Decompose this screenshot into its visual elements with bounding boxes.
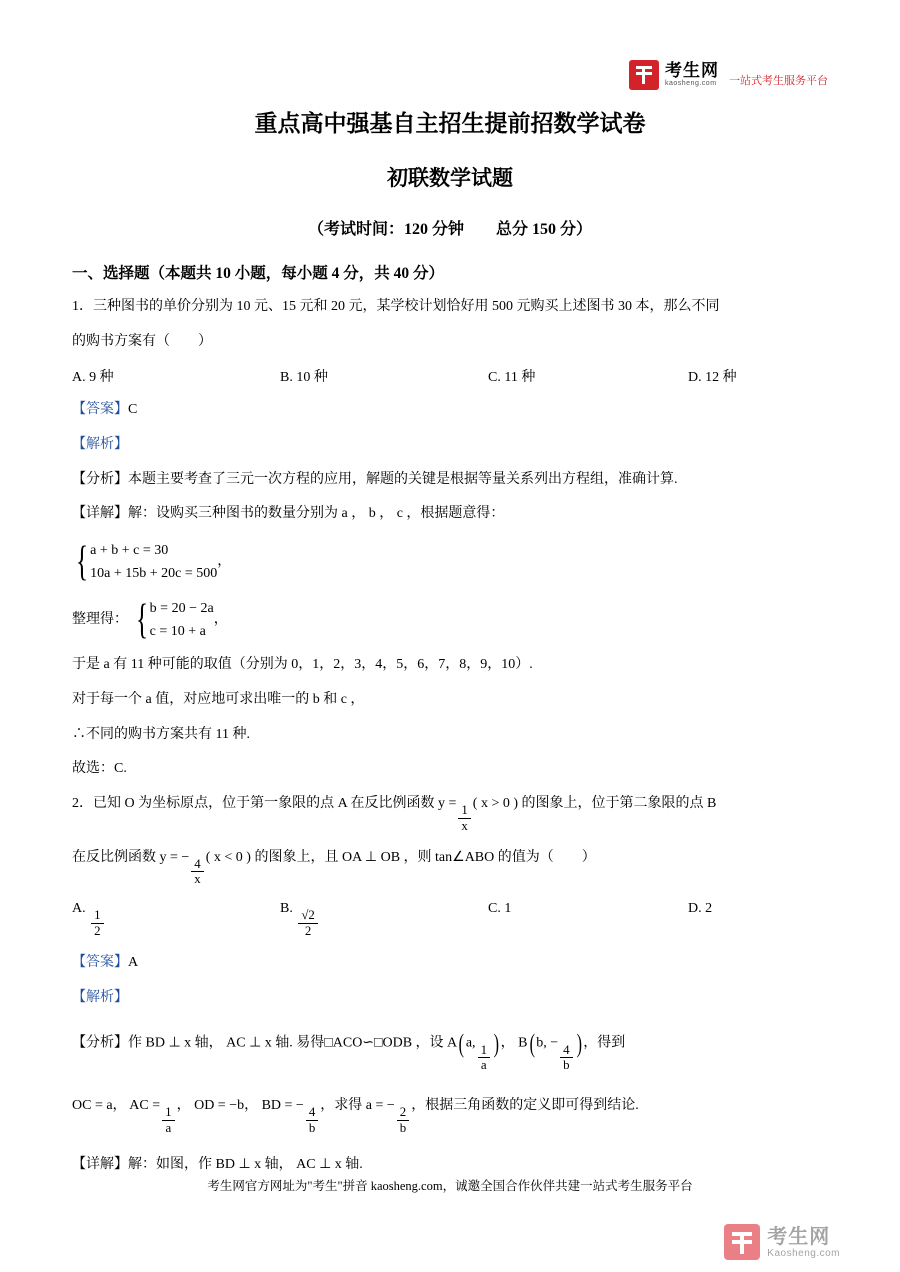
q1-eq1-tail: ， <box>217 554 232 570</box>
q1-answer <box>72 386 828 421</box>
q2-choice-b-fraction <box>298 908 318 939</box>
q2-analyze-text-c: ，得到 <box>583 1035 626 1051</box>
q1-equation-system-1 <box>72 525 828 586</box>
q2-line3-f1-num: 1 <box>162 1105 174 1121</box>
logo-name-en: kaosheng.com <box>665 80 717 88</box>
logo-text <box>665 62 719 87</box>
q2-point-b-den: b <box>563 1058 570 1073</box>
page-watermark <box>724 1224 840 1260</box>
q1-choice-a[interactable]: A. 9 种 <box>72 370 114 386</box>
q2-stem-line1 <box>72 780 828 834</box>
q1-line-values: 于是 a 有 11 种可能的取值（分别为 0，1，2，3，4，5，6，7，8，9，10）. <box>72 657 533 673</box>
q1-choice-b[interactable]: B. 10 种 <box>280 370 328 386</box>
q2-choice-d[interactable]: D. 2 <box>688 901 713 917</box>
q2-stem-line2-b: ( x < 0 ) 的图象上，且 OA ⊥ OB ，则 tan∠ABO 的值为（ ） <box>205 849 596 865</box>
q2-detail-label: 【详解】 <box>72 1156 128 1172</box>
q2-point-b-num: 4 <box>560 1043 572 1059</box>
q1-line-conclusion: ∴不同的购书方案共有 11 种. <box>72 726 250 742</box>
q1-stem-line1: 1．三种图书的单价分别为 10 元、15 元和 20 元，某学校计划恰好用 500 元购买上述图书 30 本，那么不同 <box>72 299 720 314</box>
q2-stem-line2 <box>72 834 828 888</box>
q1-detail <box>72 490 828 525</box>
watermark-text <box>767 1226 840 1259</box>
q2-choice-a[interactable] <box>72 901 280 939</box>
q1-stem-line2: 的购书方案有（ ） <box>72 333 212 349</box>
q2-line3-a: OC = a， AC = <box>72 1098 161 1114</box>
q2-choice-a-num: 1 <box>91 908 103 924</box>
watermark-name-cn: 考生网 <box>767 1225 831 1248</box>
q2-choice-c[interactable]: C. 1 <box>488 901 512 917</box>
q1-eq1-row1: a + b + c = 30 <box>90 542 169 558</box>
q2-line3-d: ，根据三角函数的定义即可得到结论. <box>411 1098 639 1114</box>
q1-analyze <box>72 456 828 491</box>
q2-point-b-x: b, − <box>536 1035 559 1051</box>
q2-choice-a-fraction <box>91 908 103 939</box>
q1-line-choose: 故选：C. <box>72 761 127 777</box>
right-paren-icon: ) <box>576 1029 582 1059</box>
q2-choice-b-label: B. <box>280 901 293 917</box>
q2-choices <box>72 887 828 939</box>
q2-detail <box>72 1136 828 1176</box>
q2-answer <box>72 939 828 974</box>
q2-fraction-2-num: 4 <box>191 857 203 873</box>
q2-analysis-label: 【解析】 <box>72 989 128 1005</box>
q2-choice-a-label: A. <box>72 901 86 917</box>
site-logo <box>629 60 828 90</box>
section-title: 一、选择题（本题共 10 小题，每小题 4 分，共 40 分） <box>72 265 445 282</box>
q1-choice-d[interactable]: D. 12 种 <box>688 370 737 386</box>
q2-line3-fraction-2 <box>306 1105 318 1136</box>
q1-answer-value: C <box>128 402 138 418</box>
right-paren-icon: ) <box>493 1029 500 1059</box>
q1-eq1-row2: 10a + 15b + 20c = 500 <box>90 566 218 582</box>
watermark-name-en: Kaosheng.com <box>767 1247 840 1259</box>
q2-line3-fraction-3 <box>397 1105 409 1136</box>
q1-analyze-label: 【分析】 <box>72 471 128 487</box>
q1-analyze-text: 本题主要考查了三元一次方程的应用，解题的关键是根据等量关系列出方程组，准确计算. <box>128 471 678 487</box>
left-brace-icon: { <box>76 539 89 586</box>
q1-detail-label: 【详解】 <box>72 506 128 522</box>
q1-eq2-prefix: 整理得： <box>72 612 128 628</box>
q2-line3-f2-num: 4 <box>306 1105 318 1121</box>
q1-analysis-label: 【解析】 <box>72 437 128 453</box>
q2-analyze-text-b: ， B <box>500 1035 528 1051</box>
q1-detail-text: 解：设购买三种图书的数量分别为 a ， b ， c ，根据题意得： <box>128 506 505 522</box>
q2-fraction-2-den: x <box>194 872 201 887</box>
kaosheng-logo-icon <box>629 60 659 90</box>
q1-choices <box>72 352 828 386</box>
q2-point-b-fraction <box>560 1043 572 1074</box>
q1-equation-system-2 <box>72 583 828 644</box>
page-subtitle: 初联数学试题 <box>387 166 513 190</box>
logo-name-cn: 考生网 <box>665 61 719 81</box>
q1-eq2-tail: ， <box>213 612 228 628</box>
page-footer: 考生网官方网址为"考生"拼音 kaosheng.com，诚邀全国合作伙伴共建一站式考生服务平台 <box>207 1179 693 1193</box>
q2-line3-fraction-1 <box>162 1105 174 1136</box>
q2-analyze-label: 【分析】 <box>72 1035 128 1051</box>
q2-fraction-1 <box>458 803 470 834</box>
q2-choice-a-den: 2 <box>94 924 101 939</box>
q2-fraction-1-num: 1 <box>458 803 470 819</box>
q2-choice-b[interactable] <box>280 901 488 939</box>
page-title: 重点高中强基自主招生提前招数学试卷 <box>254 111 646 136</box>
q1-eq2-row2: c = 10 + a <box>149 624 206 640</box>
q2-choice-b-num: √2 <box>298 908 318 924</box>
q2-analyze <box>72 1008 828 1073</box>
q2-stem-line2-a: 在反比例函数 y = − <box>72 849 190 865</box>
q2-line3-f3-den: b <box>399 1121 407 1136</box>
q2-answer-value: A <box>128 954 139 970</box>
q2-stem-line1-b: ( x > 0 ) 的图象上，位于第二象限的点 B <box>472 795 717 811</box>
q2-answer-label: 【答案】 <box>72 954 128 970</box>
q2-line3-b: ， OD = −b， BD = − <box>176 1098 304 1114</box>
q1-answer-label: 【答案】 <box>72 402 128 418</box>
q2-line3-c: ，求得 a = − <box>320 1098 395 1114</box>
left-paren-icon: ( <box>529 1029 535 1059</box>
q2-line3-f3-num: 2 <box>397 1105 409 1121</box>
watermark-logo-icon <box>724 1224 760 1260</box>
q2-line3 <box>72 1073 828 1136</box>
q2-point-a-fraction <box>478 1043 490 1074</box>
q2-point-a-den: a <box>480 1058 487 1073</box>
q2-fraction-2 <box>191 857 203 888</box>
q2-line3-f2-den: b <box>308 1121 316 1136</box>
q2-stem-line1-a: 2．已知 O 为坐标原点，位于第一象限的点 A 在反比例函数 y = <box>72 795 457 811</box>
q2-point-a-num: 1 <box>478 1043 490 1059</box>
q2-analyze-text-a: 作 BD ⊥ x 轴， AC ⊥ x 轴. 易得□ACO∽□ODB ，设 A <box>128 1035 458 1051</box>
left-brace-icon: { <box>135 597 148 644</box>
q1-choice-c[interactable]: C. 11 种 <box>488 370 536 386</box>
exam-info: （考试时间：120 分钟 总分 150 分） <box>307 221 592 238</box>
logo-slogan: 一站式考生服务平台 <box>729 75 828 87</box>
q2-point-a-x: a, <box>465 1035 476 1051</box>
q1-eq2-row1: b = 20 − 2a <box>149 600 214 616</box>
q2-detail-text: 解：如图，作 BD ⊥ x 轴， AC ⊥ x 轴. <box>128 1156 363 1172</box>
q2-fraction-1-den: x <box>461 818 468 833</box>
left-paren-icon: ( <box>458 1029 465 1059</box>
q2-line3-f1-den: a <box>165 1121 172 1136</box>
q2-choice-b-den: 2 <box>304 924 312 939</box>
q1-line-each: 对于每一个 a 值，对应地可求出唯一的 b 和 c ， <box>72 691 365 707</box>
